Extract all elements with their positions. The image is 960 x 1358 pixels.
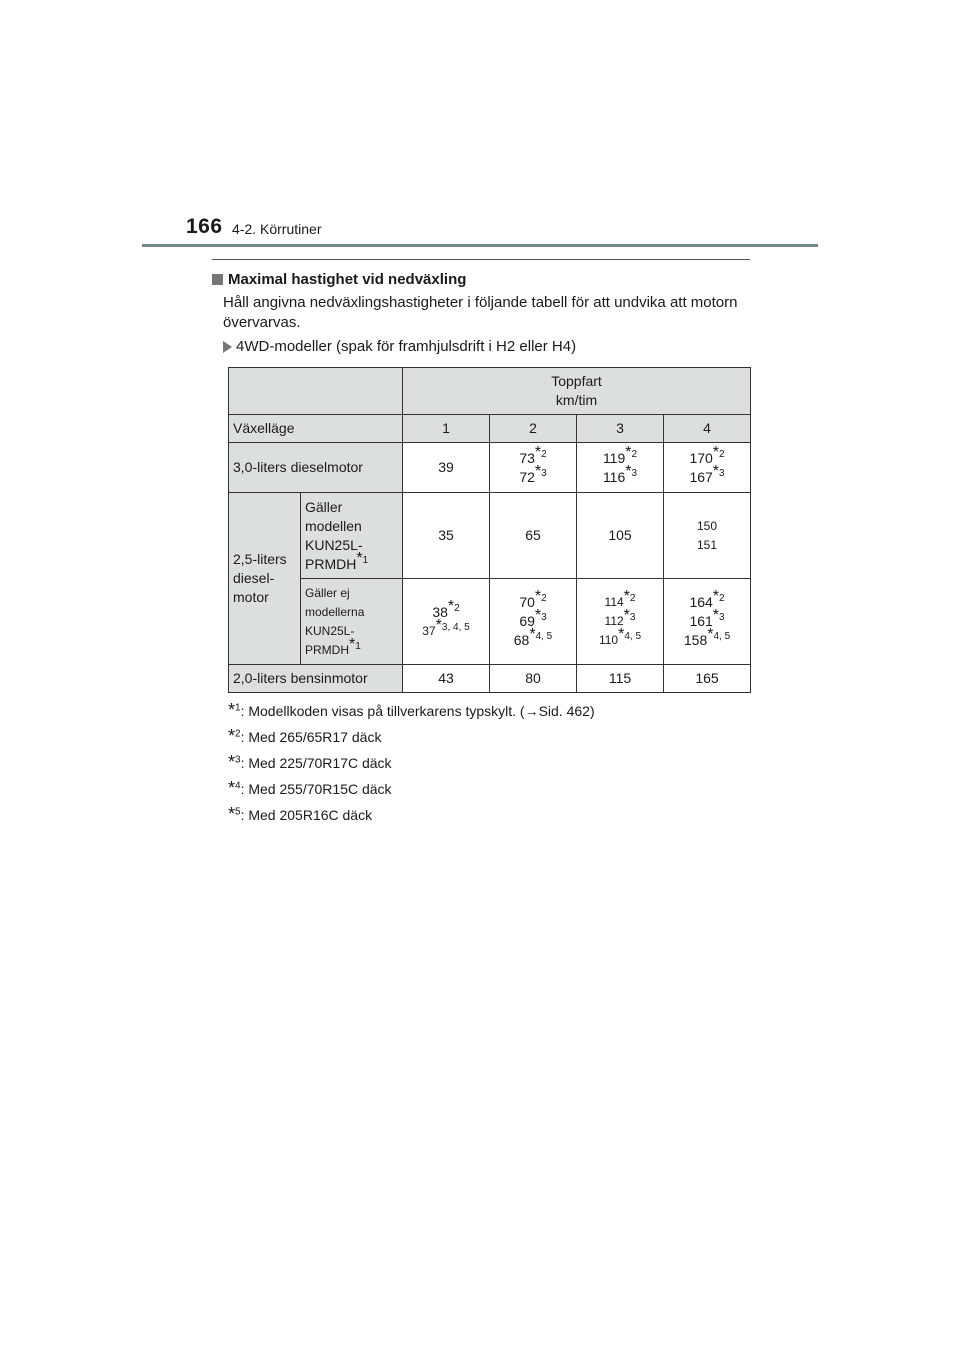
model-line bbox=[223, 338, 576, 355]
table-cell: 43 bbox=[403, 665, 490, 693]
table-cell: 150 151 bbox=[664, 493, 751, 579]
table-cell: 39 bbox=[403, 443, 490, 493]
table-corner-cell bbox=[229, 368, 403, 415]
intro-paragraph: Håll angivna nedväxlingshastigheter i följande tabell för att undvika att motorn övervarvas. bbox=[223, 294, 738, 331]
square-bullet-icon bbox=[212, 274, 223, 285]
gear-header: 3 bbox=[577, 415, 664, 443]
table-cell: 35 bbox=[403, 493, 490, 579]
table-row bbox=[229, 665, 751, 693]
row-label: 2,0-liters bensinmotor bbox=[229, 665, 403, 693]
table-header-row bbox=[229, 368, 751, 415]
table-cell: 38$^{*2}$ 37$^{*3, 4, 5}$ bbox=[403, 579, 490, 665]
footnote: *$^3$: Med 225/70R17C däck bbox=[228, 752, 392, 772]
table-cell: 165 bbox=[664, 665, 751, 693]
row-label: 3,0-liters dieselmotor bbox=[229, 443, 403, 493]
model-line-text: 4WD-modeller (spak för framhjulsdrift i H2 eller H4) bbox=[236, 338, 577, 355]
triangle-bullet-icon bbox=[223, 341, 232, 353]
table-row bbox=[229, 493, 751, 579]
subrow-label: Gäller ej modellerna KUN25L- PRMDH$^{*1}$ bbox=[301, 579, 403, 665]
top-speed-header bbox=[403, 368, 751, 415]
section-divider bbox=[212, 259, 750, 260]
table-row bbox=[229, 443, 751, 493]
top-speed-label: Toppfart bbox=[551, 373, 602, 389]
table-row bbox=[229, 579, 751, 665]
section-heading bbox=[212, 271, 466, 288]
header-divider bbox=[142, 244, 818, 247]
table-cell: 164$^{*2}$ 161$^{*3}$ 158$^{*4, 5}$ bbox=[664, 579, 751, 665]
page-number: 166 bbox=[186, 215, 223, 238]
table-cell: 119$^{*2}$ 116$^{*3}$ bbox=[577, 443, 664, 493]
table-cell: 73$^{*2}$ 72$^{*3}$ bbox=[490, 443, 577, 493]
gear-label: Växelläge bbox=[229, 415, 403, 443]
gear-header: 1 bbox=[403, 415, 490, 443]
footnote: *$^1$: Modellkoden visas på tillverkarens typskylt. (→Sid. 462) bbox=[228, 700, 595, 720]
footnotes bbox=[228, 697, 595, 827]
gear-header: 4 bbox=[664, 415, 751, 443]
table-cell: 65 bbox=[490, 493, 577, 579]
unit-label: km/tim bbox=[555, 392, 598, 408]
table-cell: 114$^{*2}$ 112$^{*3}$ 110$^{*4, 5}$ bbox=[577, 579, 664, 665]
table-cell: 170$^{*2}$ 167$^{*3}$ bbox=[664, 443, 751, 493]
table-cell: 70$^{*2}$ 69$^{*3}$ 68$^{*4, 5}$ bbox=[490, 579, 577, 665]
subrow-label: Gäller modellen KUN25L- PRMDH$^{*1}$ bbox=[301, 493, 403, 579]
footnote: *$^2$: Med 265/65R17 däck bbox=[228, 726, 382, 746]
table-cell: 105 bbox=[577, 493, 664, 579]
heading-text: Maximal hastighet vid nedväxling bbox=[228, 271, 467, 288]
footnote: *$^5$: Med 205R16C däck bbox=[228, 804, 373, 824]
table-cell: 115 bbox=[577, 665, 664, 693]
table-cell: 80 bbox=[490, 665, 577, 693]
section-title: 4-2. Körrutiner bbox=[232, 221, 322, 237]
table-row bbox=[229, 415, 751, 443]
downshift-speed-table bbox=[228, 367, 751, 693]
footnote: *$^4$: Med 255/70R15C däck bbox=[228, 778, 392, 798]
gear-header: 2 bbox=[490, 415, 577, 443]
group-label: 2,5-liters diesel- motor bbox=[229, 493, 301, 665]
